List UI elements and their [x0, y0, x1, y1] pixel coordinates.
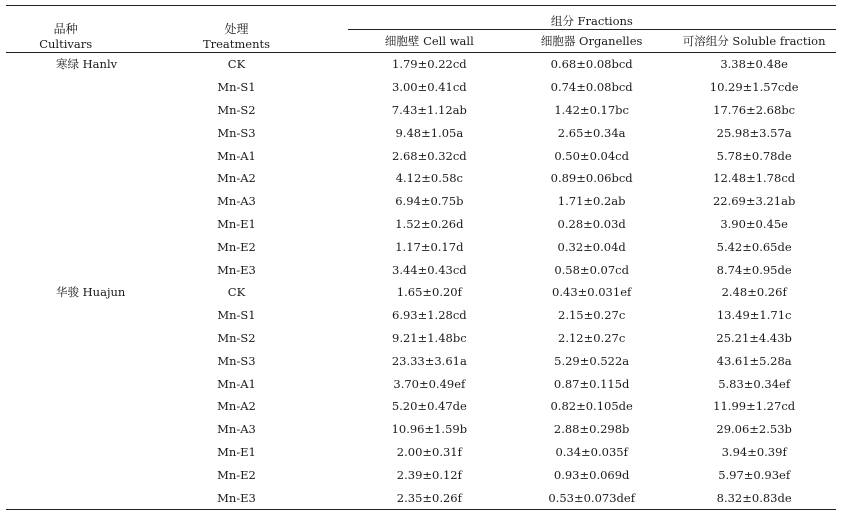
cell-organelles: 2.12±0.27c	[558, 330, 626, 345]
table-row	[6, 190, 836, 213]
cell-treatment: Mn-E2	[217, 239, 256, 254]
table-row	[6, 144, 836, 167]
cell-treatment: Mn-E1	[217, 216, 256, 231]
cell-cultivar: 华骏 Huajun	[56, 285, 126, 300]
cell-cultivar	[6, 213, 125, 236]
cell-soluble-fraction: 25.98±3.57a	[716, 125, 792, 140]
cell-treatment: Mn-S2	[217, 102, 256, 117]
cell-cultivar	[6, 486, 125, 509]
header-cell-wall: 细胞壁 Cell wall	[348, 30, 511, 53]
cell-cultivar	[6, 190, 125, 213]
cell-soluble-fraction: 5.78±0.78de	[716, 148, 792, 163]
cell-organelles: 0.34±0.035f	[555, 444, 628, 459]
cell-cell-wall: 2.39±0.12f	[396, 467, 462, 482]
table-row	[6, 349, 836, 372]
header-treatments-en: Treatments	[202, 37, 271, 51]
table-row	[6, 213, 836, 236]
cell-organelles: 0.32±0.04d	[557, 239, 626, 254]
cell-soluble-fraction: 22.69±3.21ab	[712, 194, 796, 209]
cell-organelles: 0.74±0.08bcd	[550, 80, 633, 95]
cell-organelles: 2.65±0.34a	[557, 125, 626, 140]
cell-cell-wall: 1.52±0.26d	[395, 216, 464, 231]
cell-soluble-fraction: 11.99±1.27cd	[713, 399, 796, 414]
cell-organelles: 0.82±0.105de	[550, 399, 633, 414]
cell-organelles: 0.68±0.08bcd	[550, 57, 633, 72]
cell-treatment: Mn-S1	[217, 308, 256, 323]
table-body	[6, 53, 836, 510]
cell-treatment: Mn-E2	[217, 467, 256, 482]
cell-cultivar	[6, 121, 125, 144]
table-row	[6, 121, 836, 144]
cell-cell-wall: 9.21±1.48bc	[392, 330, 467, 345]
header-treatments	[125, 6, 347, 53]
table-row	[6, 441, 836, 464]
table-row	[6, 327, 836, 350]
cell-soluble-fraction: 3.38±0.48e	[720, 57, 788, 72]
cell-organelles: 1.71±0.2ab	[557, 194, 626, 209]
cell-organelles: 5.29±0.522a	[554, 353, 630, 368]
cell-treatment: Mn-A1	[217, 376, 256, 391]
cell-organelles: 0.50±0.04cd	[554, 148, 629, 163]
cell-soluble-fraction: 2.48±0.26f	[721, 285, 787, 300]
cell-cultivar: 寒绿 Hanlv	[56, 57, 118, 72]
cell-organelles: 0.93±0.069d	[553, 467, 630, 482]
cell-cultivar	[6, 167, 125, 190]
cell-cell-wall: 10.96±1.59b	[391, 422, 468, 437]
header-cultivars-en: Cultivars	[39, 37, 93, 51]
cell-treatment: Mn-S2	[217, 330, 256, 345]
header-soluble-fraction: 可溶组分 Soluble fraction	[672, 30, 836, 53]
cell-soluble-fraction: 8.74±0.95de	[716, 262, 792, 277]
cell-cultivar	[6, 304, 125, 327]
cell-soluble-fraction: 3.94±0.39f	[721, 444, 787, 459]
cell-cell-wall: 7.43±1.12ab	[391, 102, 467, 117]
cell-soluble-fraction: 5.42±0.65de	[716, 239, 792, 254]
cell-organelles: 0.28±0.03d	[557, 216, 626, 231]
cell-cell-wall: 2.68±0.32cd	[392, 148, 467, 163]
cell-treatment: Mn-E1	[217, 444, 256, 459]
cell-cultivar	[6, 327, 125, 350]
table-row	[6, 76, 836, 99]
cell-treatment: Mn-S1	[217, 80, 256, 95]
table-row	[6, 281, 836, 304]
cell-treatment: Mn-A1	[217, 148, 256, 163]
cell-cell-wall: 6.94±0.75b	[395, 194, 464, 209]
cell-treatment: Mn-S3	[217, 125, 256, 140]
cell-cultivar	[6, 372, 125, 395]
cell-cell-wall: 3.00±0.41cd	[392, 80, 467, 95]
cell-cell-wall: 3.44±0.43cd	[392, 262, 467, 277]
cell-organelles: 2.15±0.27c	[558, 308, 626, 323]
cell-cell-wall: 1.79±0.22cd	[392, 57, 467, 72]
cell-cell-wall: 1.65±0.20f	[396, 285, 462, 300]
cell-soluble-fraction: 10.29±1.57cde	[709, 80, 799, 95]
cell-cell-wall: 2.00±0.31f	[396, 444, 462, 459]
cell-soluble-fraction: 3.90±0.45e	[720, 216, 788, 231]
cell-soluble-fraction: 13.49±1.71c	[716, 308, 792, 323]
cell-soluble-fraction: 12.48±1.78cd	[713, 171, 796, 186]
cell-soluble-fraction: 25.21±4.43b	[716, 330, 792, 345]
cell-soluble-fraction: 43.61±5.28a	[716, 353, 792, 368]
header-fractions: 组分 Fractions	[348, 6, 836, 30]
cell-soluble-fraction: 5.97±0.93ef	[718, 467, 791, 482]
cell-cell-wall: 6.93±1.28cd	[392, 308, 467, 323]
cell-cell-wall: 1.17±0.17d	[395, 239, 464, 254]
cell-cultivar	[6, 441, 125, 464]
header-cultivars	[6, 6, 125, 53]
cell-organelles: 2.88±0.298b	[553, 422, 630, 437]
table-row	[6, 167, 836, 190]
cell-cultivar	[6, 463, 125, 486]
cell-cell-wall: 2.35±0.26f	[348, 486, 511, 509]
header-treatments-cn: 处理	[224, 22, 249, 36]
cell-treatment: Mn-S3	[217, 353, 256, 368]
cell-cell-wall: 23.33±3.61a	[391, 353, 467, 368]
cell-organelles: 0.87±0.115d	[553, 376, 630, 391]
cell-cultivar	[6, 76, 125, 99]
table-row	[6, 99, 836, 122]
cell-treatment: Mn-E3	[125, 486, 347, 509]
cell-cell-wall: 3.70±0.49ef	[393, 376, 466, 391]
cell-cultivar	[6, 349, 125, 372]
cell-cell-wall: 9.48±1.05a	[395, 125, 464, 140]
cell-organelles: 0.89±0.06bcd	[550, 171, 633, 186]
data-table	[6, 5, 836, 510]
table-row	[6, 372, 836, 395]
cell-cultivar	[6, 418, 125, 441]
cell-organelles: 1.42±0.17bc	[554, 102, 629, 117]
table-row	[6, 258, 836, 281]
cell-cell-wall: 5.20±0.47de	[391, 399, 467, 414]
table-row	[6, 304, 836, 327]
cell-treatment: Mn-A2	[217, 171, 256, 186]
table-row	[6, 395, 836, 418]
table-row	[6, 235, 836, 258]
table-row	[6, 463, 836, 486]
cell-soluble-fraction: 5.83±0.34ef	[718, 376, 791, 391]
cell-organelles: 0.58±0.07cd	[554, 262, 629, 277]
header-organelles: 细胞器 Organelles	[511, 30, 672, 53]
cell-soluble-fraction: 8.32±0.83de	[672, 486, 836, 509]
cell-treatment: Mn-A3	[217, 422, 256, 437]
cell-soluble-fraction: 17.76±2.68bc	[713, 102, 796, 117]
cell-treatment: CK	[227, 57, 246, 72]
cell-cultivar	[6, 395, 125, 418]
table-row	[6, 486, 836, 509]
cell-soluble-fraction: 29.06±2.53b	[716, 422, 792, 437]
table-row	[6, 418, 836, 441]
cell-treatment: Mn-A2	[217, 399, 256, 414]
cell-treatment: Mn-E3	[217, 262, 256, 277]
cell-cell-wall: 4.12±0.58c	[395, 171, 463, 186]
header-cultivars-cn: 品种	[53, 22, 78, 36]
cell-cultivar	[6, 235, 125, 258]
cell-organelles: 0.43±0.031ef	[552, 285, 632, 300]
cell-treatment: CK	[227, 285, 246, 300]
cell-treatment: Mn-A3	[217, 194, 256, 209]
table-row	[6, 53, 836, 76]
cell-organelles: 0.53±0.073def	[511, 486, 672, 509]
cell-cultivar	[6, 99, 125, 122]
cell-cultivar	[6, 144, 125, 167]
cell-cultivar	[6, 258, 125, 281]
